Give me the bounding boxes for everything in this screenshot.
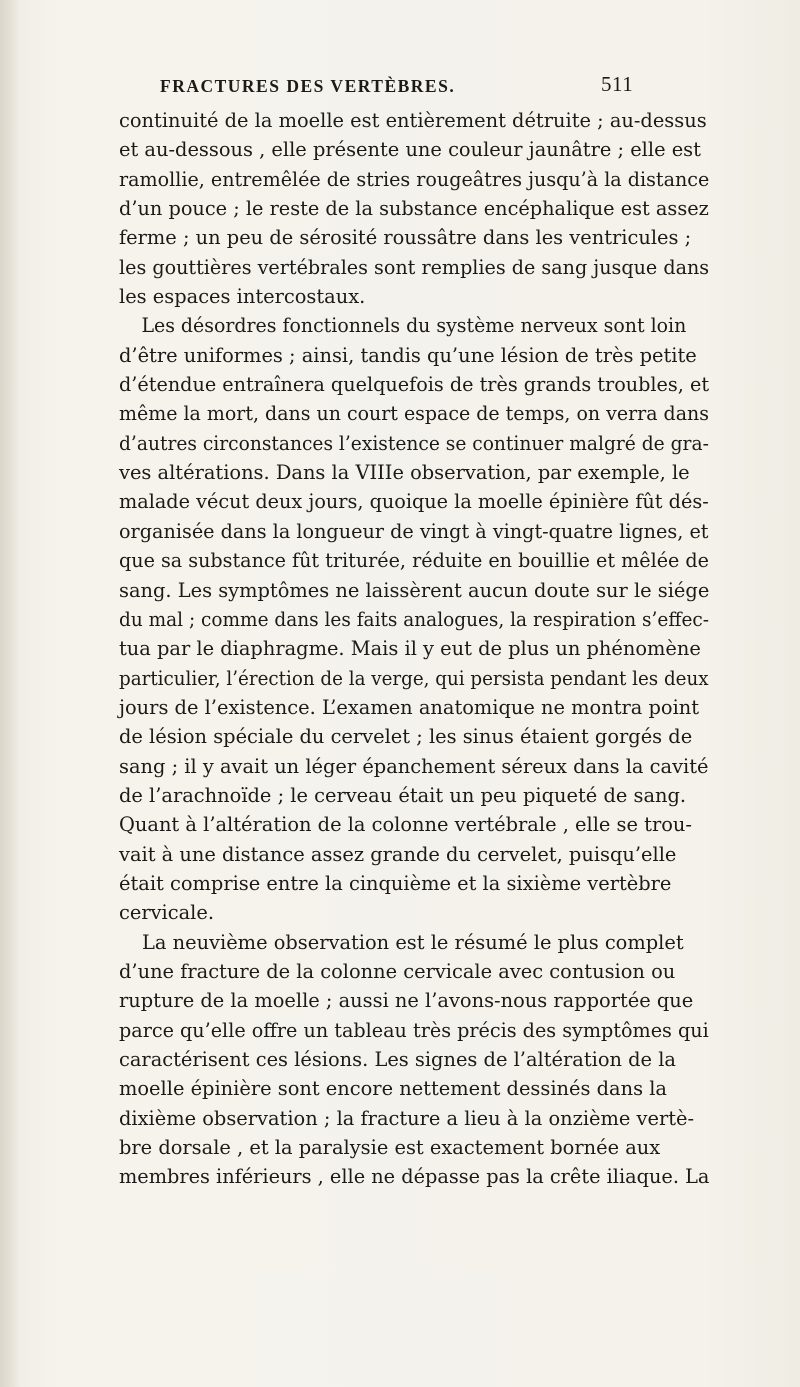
text-line: d’être uniformes ; ainsi, tandis qu’une lésion de très petite [119,343,697,367]
paragraph-2 [119,311,709,927]
text-line: ves altérations. Dans la VIIIe observation, par exemple, le [119,461,690,485]
text-line: même la mort, dans un court espace de temps, on verra dans [119,402,709,426]
text-line: moelle épinière sont encore nettement dessinés dans la [119,1077,667,1101]
text-line: bre dorsale , et la paralysie est exactement bornée aux [119,1136,661,1160]
text-line: de l’arachnoïde ; le cerveau était un peu piqueté de sang. [119,783,687,807]
text-line: membres inférieurs , elle ne dépasse pas la crête iliaque. La [119,1165,710,1189]
text-line: Les désordres fonctionnels du système nerveux sont loin [141,314,687,338]
page-number: 511 [601,72,634,96]
text-line: ferme ; un peu de sérosité roussâtre dans les ventricules ; [119,226,692,250]
body-text [119,106,709,1192]
paragraph-1 [119,106,709,311]
text-line: jours de l’existence. L’examen anatomique ne montra point [119,695,700,719]
text-line: dixième observation ; la fracture a lieu à la onzième vertè- [119,1106,695,1130]
text-line: organisée dans la longueur de vingt à vingt-quatre lignes, et [119,519,709,543]
text-line: d’une fracture de la colonne cervicale avec contusion ou [119,959,676,983]
text-line: d’étendue entraînera quelquefois de très grands troubles, et [119,373,710,397]
text-line: continuité de la moelle est entièrement détruite ; au-dessus [119,109,707,132]
text-line: rupture de la moelle ; aussi ne l’avons-nous rapportée que [119,989,694,1013]
page-gutter-shadow [0,0,20,1387]
text-line: particulier, l’érection de la verge, qui persista pendant les deux [119,666,709,690]
text-line: sang ; il y avait un léger épanchement séreux dans la cavité [119,754,709,778]
text-line: les gouttières vertébrales sont remplies de sang jusque dans [119,255,710,279]
running-header: FRACTURES DES VERTÈBRES. [160,76,456,96]
paragraph-3 [119,928,709,1192]
text-line: d’autres circonstances l’existence se continuer malgré de gra- [119,431,709,455]
text-line: sang. Les symptômes ne laissèrent aucun doute sur le siége [119,578,710,602]
text-line: vait à une distance assez grande du cervelet, puisqu’elle [119,842,677,866]
text-line: Quant à l’altération de la colonne vertébrale , elle se trou- [119,813,692,837]
text-line: caractérisent ces lésions. Les signes de l’altération de la [119,1048,676,1071]
text-line: tua par le diaphragme. Mais il y eut de plus un phénomène [119,637,701,661]
text-line: malade vécut deux jours, quoique la moelle épinière fût dés- [119,490,709,514]
text-line: et au-dessous , elle présente une couleur jaunâtre ; elle est [119,138,701,162]
text-line: ramollie, entremêlée de stries rougeâtres jusqu’à la distance [119,167,710,191]
text-line: cervicale. [119,901,215,925]
text-line: du mal ; comme dans les faits analogues, la respiration s’effec- [119,607,710,631]
text-line: d’un pouce ; le reste de la substance encéphalique est assez [119,197,709,221]
text-line: était comprise entre la cinquième et la sixième vertèbre [119,871,672,895]
text-line: que sa substance fût triturée, réduite en bouillie et mêlée de [119,549,709,573]
text-line: les espaces intercostaux. [119,285,366,309]
text-line: de lésion spéciale du cervelet ; les sinus étaient gorgés de [119,725,693,749]
text-line: parce qu’elle offre un tableau très précis des symptômes qui [119,1018,709,1042]
text-line: La neuvième observation est le résumé le plus complet [142,930,684,954]
